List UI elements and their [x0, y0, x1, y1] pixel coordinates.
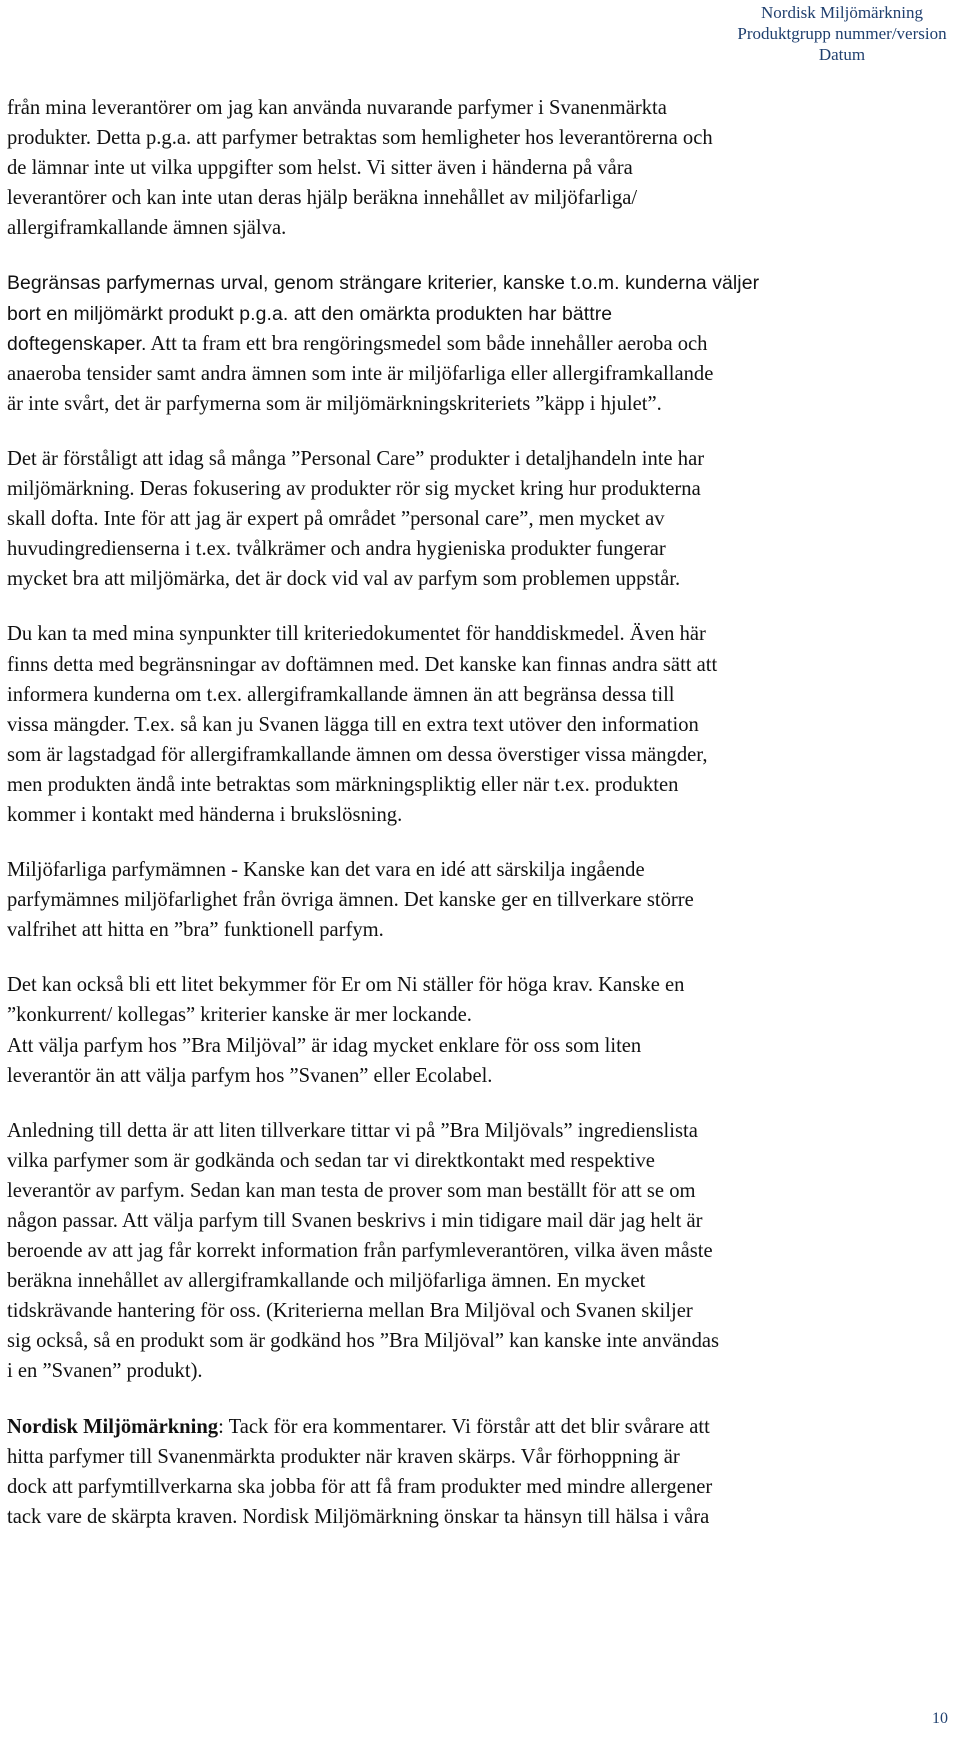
- text-line: dock att parfymtillverkarna ska jobba för att få fram produkter med mindre allergener: [7, 1475, 713, 1498]
- text-line: leverantör av parfym. Sedan kan man testa de prover som man beställt för att se om: [7, 1179, 696, 1202]
- text-line: Det är förståligt att idag så många ”Personal Care” produkter i detaljhandeln inte har: [7, 447, 705, 470]
- text-line: Begränsas parfymernas urval, genom strängare kriterier, kanske t.o.m. kunderna väljer: [7, 272, 760, 295]
- paragraph-personal-care: [7, 444, 951, 594]
- text-line: sig också, så en produkt som är godkänd hos ”Bra Miljöval” kan kanske inte användas: [7, 1330, 720, 1353]
- header-product-group: Produktgrupp nummer/version: [737, 24, 947, 43]
- text-line: beräkna innehållet av allergiframkallande och miljöfarliga ämnen. En mycket: [7, 1270, 646, 1293]
- text-line: vissa mängder. T.ex. så kan ju Svanen lägga till en extra text utöver den information: [7, 713, 699, 736]
- paragraph-bra-miljoval: [7, 1031, 951, 1091]
- text-line: vilka parfymer som är godkända och sedan tar vi direktkontakt med respektive: [7, 1149, 655, 1172]
- text-line: Du kan ta med mina synpunkter till kriteriedokumentet för handdiskmedel. Även här: [7, 623, 706, 646]
- text-segment: : Tack för era kommentarer. Vi förstår att det blir svårare att: [218, 1415, 710, 1438]
- text-line: någon passar. Att välja parfym till Svanen beskrivs i min tidigare mail där jag helt är: [7, 1210, 703, 1232]
- paragraph-supplier-perfumes: [7, 93, 951, 243]
- page-header: [0, 2, 960, 72]
- text-line: beroende av att jag får korrekt information från parfymleverantören, vilka även måste: [7, 1240, 713, 1263]
- text-line-mixed: [7, 329, 951, 359]
- paragraph-high-requirements: [7, 970, 951, 1030]
- text-line: tack vare de skärpta kraven. Nordisk Miljömärkning önskar ta hänsyn till hälsa i våra: [7, 1505, 710, 1528]
- text-line: Anledning till detta är att liten tillverkare tittar vi på ”Bra Miljövals” ingredienslista: [7, 1119, 698, 1142]
- text-line-mixed: [7, 1412, 951, 1442]
- paragraph-perfume-selection: [7, 268, 951, 418]
- header-organization: Nordisk Miljömärkning: [761, 3, 923, 22]
- text-line: finns detta med begränsningar av doftämnen med. Det kanske kan finnas andra sätt att: [7, 653, 718, 676]
- document-body: [7, 93, 951, 1557]
- text-line: Det kan också bli ett litet bekymmer för Er om Ni ställer för höga krav. Kanske en: [7, 974, 685, 997]
- text-line: i en ”Svanen” produkt).: [7, 1360, 203, 1383]
- text-line: de lämnar inte ut vilka uppgifter som helst. Vi sitter även i händerna på våra: [7, 157, 633, 180]
- text-line: leverantörer och kan inte utan deras hjälp beräkna innehållet av miljöfarliga/: [7, 187, 638, 210]
- text-line: valfrihet att hitta en ”bra” funktionell parfym.: [7, 919, 384, 942]
- text-line: men produkten ändå inte betraktas som märkningspliktig eller när t.ex. produkten: [7, 773, 679, 796]
- text-segment: doftegenskaper.: [7, 332, 147, 355]
- paragraph-nordic-ecolabel-response: [7, 1412, 951, 1532]
- text-line: Att välja parfym hos ”Bra Miljöval” är idag mycket enklare för oss som liten: [7, 1034, 642, 1057]
- text-line: från mina leverantörer om jag kan använda nuvarande parfymer i Svanenmärkta: [7, 97, 667, 119]
- text-line: leverantör än att välja parfym hos ”Svanen” eller Ecolabel.: [7, 1064, 493, 1087]
- text-line: är inte svårt, det är parfymerna som är miljömärkningskriteriets ”käpp i hjulet”.: [7, 392, 662, 415]
- text-segment: Att ta fram ett bra rengöringsmedel som både innehåller aeroba och: [146, 332, 708, 355]
- page-number: 10: [932, 1710, 948, 1727]
- text-line: informera kunderna om t.ex. allergiframkallande ämnen än att begränsa dessa till: [7, 683, 675, 706]
- text-line: skall dofta. Inte för att jag är expert på området ”personal care”, men mycket av: [7, 508, 665, 531]
- text-line: produkter. Detta p.g.a. att parfymer betraktas som hemligheter hos leverantörerna och: [7, 127, 713, 150]
- text-line: anaeroba tensider samt andra ämnen som inte är miljöfarliga eller allergiframkallande: [7, 362, 714, 385]
- text-line: parfymämnes miljöfarlighet från övriga ämnen. Det kanske ger en tillverkare större: [7, 889, 694, 912]
- text-line: som är lagstadgad för allergiframkallande ämnen om dessa överstiger vissa mängder,: [7, 743, 708, 766]
- text-line: Miljöfarliga parfymämnen - Kanske kan det vara en idé att särskilja ingående: [7, 859, 645, 882]
- text-line: hitta parfymer till Svanenmärkta produkter när kraven skärps. Vår förhoppning är: [7, 1445, 680, 1468]
- responder-name: Nordisk Miljömärkning: [7, 1415, 219, 1438]
- paragraph-reason: [7, 1116, 951, 1387]
- text-line: mycket bra att miljömärka, det är dock vid val av parfym som problemen uppstår.: [7, 568, 681, 591]
- header-date: Datum: [818, 45, 866, 64]
- text-line: kommer i kontakt med händerna i brukslösning.: [7, 803, 403, 826]
- text-line: bort en miljömärkt produkt p.g.a. att den omärkta produkten har bättre: [7, 302, 613, 325]
- text-line: miljömärkning. Deras fokusering av produkter rör sig mycket kring hur produkterna: [7, 478, 701, 501]
- paragraph-hand-dishwashing: [7, 619, 951, 830]
- text-line: huvudingredienserna i t.ex. tvålkrämer och andra hygieniska produkter fungerar: [7, 538, 666, 561]
- text-line: tidskrävande hantering för oss. (Kriterierna mellan Bra Miljöval och Svanen skiljer: [7, 1300, 693, 1323]
- paragraph-environmental-perfumes: [7, 855, 951, 945]
- text-line: ”konkurrent/ kollegas” kriterier kanske är mer lockande.: [7, 1004, 472, 1027]
- text-line: allergiframkallande ämnen själva.: [7, 217, 287, 240]
